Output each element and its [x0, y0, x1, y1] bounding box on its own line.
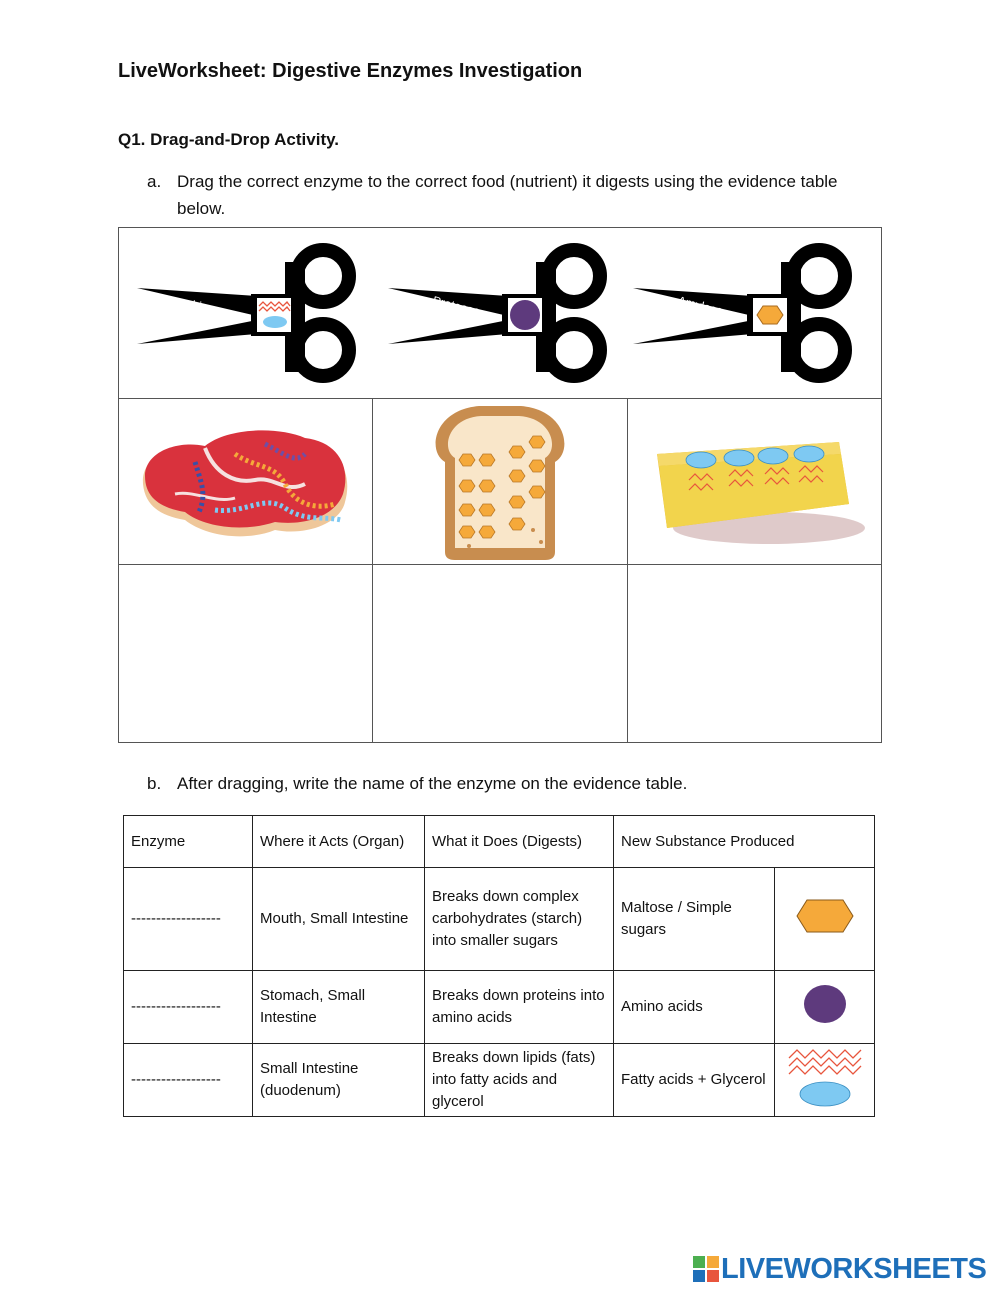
lipase-label: Lipase	[190, 297, 228, 320]
header-digests: What it Does (Digests)	[425, 816, 614, 868]
product-cell: Amino acids	[614, 971, 775, 1044]
product-cell: Maltose / Simple sugars	[614, 868, 775, 971]
digests-cell: Breaks down proteins into amino acids	[425, 971, 614, 1044]
product-icon-cell	[775, 868, 875, 971]
liveworksheets-wordmark: LIVEWORKSHEETS	[721, 1253, 987, 1285]
instruction-b	[147, 770, 877, 798]
enzyme-blank-3[interactable]: ------------------	[124, 1044, 253, 1117]
drag-drop-grid	[118, 227, 882, 743]
amylase-label: Amylase	[676, 293, 725, 319]
lipase-scissors[interactable]	[135, 236, 367, 388]
amino-acid-circle-icon	[802, 983, 848, 1025]
table-row	[124, 971, 875, 1044]
header-enzyme: Enzyme	[124, 816, 253, 868]
bread-starch-image[interactable]	[429, 402, 571, 562]
organ-cell: Small Intestine (duodenum)	[253, 1044, 425, 1117]
steak-protein-image[interactable]	[135, 424, 355, 544]
instruction-a-text: Drag the correct enzyme to the correct food (nutrient) it digests using the evidence table below.	[177, 172, 838, 218]
fatty-acid-glycerol-icon	[787, 1046, 863, 1108]
instruction-b-label: b.	[147, 774, 162, 793]
instruction-a-label: a.	[147, 172, 162, 191]
enzyme-blank-1[interactable]: ------------------	[124, 868, 253, 971]
protease-label: Protease	[431, 293, 482, 319]
header-product: New Substance Produced	[614, 816, 875, 868]
product-icon-cell	[775, 1044, 875, 1117]
worksheet-title: LiveWorksheet: Digestive Enzymes Investigation	[118, 60, 583, 82]
digests-cell: Breaks down lipids (fats) into fatty acids and glycerol	[425, 1044, 614, 1117]
evidence-table	[123, 815, 875, 1117]
organ-cell: Mouth, Small Intestine	[253, 868, 425, 971]
table-row	[124, 1044, 875, 1117]
drop-zone-1[interactable]	[119, 565, 372, 742]
amylase-scissors[interactable]	[631, 236, 863, 388]
digests-cell: Breaks down complex carbohydrates (starch) into smaller sugars	[425, 868, 614, 971]
organ-cell: Stomach, Small Intestine	[253, 971, 425, 1044]
table-row	[124, 868, 875, 971]
instruction-b-text: After dragging, write the name of the enzyme on the evidence table.	[177, 774, 688, 793]
protease-scissors[interactable]	[386, 236, 618, 388]
table-header-row	[124, 816, 875, 868]
drop-zone-3[interactable]	[628, 565, 881, 742]
enzyme-blank-2[interactable]: ------------------	[124, 971, 253, 1044]
question-heading: Q1. Drag-and-Drop Activity.	[118, 130, 340, 149]
liveworksheets-logo-icon	[693, 1256, 719, 1282]
instruction-a	[147, 168, 877, 224]
product-cell: Fatty acids + Glycerol	[614, 1044, 775, 1117]
maltose-hexagon-icon	[795, 898, 855, 934]
product-icon-cell	[775, 971, 875, 1044]
butter-fat-image[interactable]	[649, 424, 869, 554]
drop-zone-2[interactable]	[373, 565, 627, 742]
header-organ: Where it Acts (Organ)	[253, 816, 425, 868]
